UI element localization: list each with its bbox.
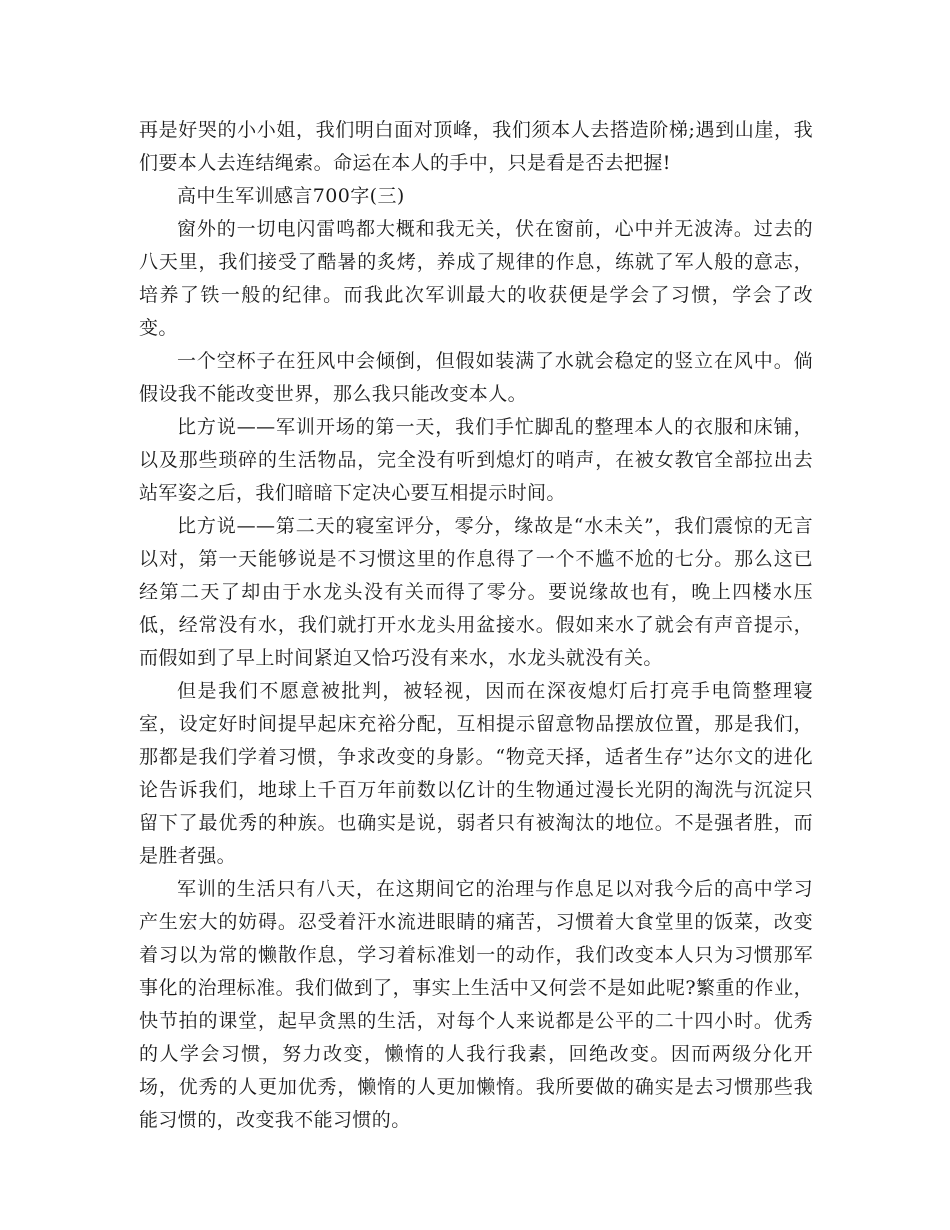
paragraph: 比方说——军训开场的第一天，我们手忙脚乱的整理本人的衣服和床铺，以及那些琐碎的生活物品，完全没有听到熄灯的哨声，在被女教官全部拉出去站军姿之后，我们暗暗下定决心要互相提示时间。: [139, 416, 813, 504]
paragraph: 但是我们不愿意被批判，被轻视，因而在深夜熄灯后打亮手电筒整理寝室，设定好时间提早起床充裕分配，互相提示留意物品摆放位置，那是我们，那都是我们学着习惯，争求改变的身影。“物竞天择，适者生存”达尔文的进化论告诉我们，地球上千百万年前数以亿计的生物通过漫长光阴的淘洗与沉淀只留下了最优秀的种族。也确实是说，弱者只有被淘汰的地位。不是强者胜，而是胜者强。: [139, 680, 813, 867]
document-body: [139, 114, 813, 1137]
paragraph: 比方说——第二天的寝室评分，零分，缘故是“水未关”，我们震惊的无言以对，第一天能够说是不习惯这里的作息得了一个不尴不尬的七分。那么这已经第二天了却由于水龙头没有关而得了零分。要说缘故也有，晚上四楼水压低，经常没有水，我们就打开水龙头用盆接水。假如来水了就会有声音提示，而假如到了早上时间紧迫又恰巧没有来水，水龙头就没有关。: [139, 515, 813, 669]
paragraph: 一个空杯子在狂风中会倾倒，但假如装满了水就会稳定的竖立在风中。倘假设我不能改变世界，那么我只能改变本人。: [139, 350, 813, 405]
paragraph: 窗外的一切电闪雷鸣都大概和我无关，伏在窗前，心中并无波涛。过去的八天里，我们接受了酷暑的炙烤，养成了规律的作息，练就了军人般的意志，培养了铁一般的纪律。而我此次军训最大的收获便是学会了习惯，学会了改变。: [139, 218, 813, 339]
section-heading: 高中生军训感言700字(三): [177, 185, 405, 207]
paragraph: 军训的生活只有八天，在这期间它的治理与作息足以对我今后的高中学习产生宏大的妨碍。忍受着汗水流进眼睛的痛苦，习惯着大食堂里的饭菜，改变着习以为常的懒散作息，学习着标准划一的动作，我们改变本人只为习惯那军事化的治理标准。我们做到了，事实上生活中又何尝不是如此呢?繁重的作业，快节拍的课堂，起早贪黑的生活，对每个人来说都是公平的二十四小时。优秀的人学会习惯，努力改变，懒惰的人我行我素，回绝改变。因而两级分化开场，优秀的人更加优秀，懒惰的人更加懒惰。我所要做的确实是去习惯那些我能习惯的，改变我不能习惯的。: [139, 878, 813, 1131]
paragraph-continuation: 再是好哭的小小姐，我们明白面对顶峰，我们须本人去搭造阶梯;遇到山崖，我们要本人去连结绳索。命运在本人的手中，只是看是否去把握!: [139, 119, 813, 174]
